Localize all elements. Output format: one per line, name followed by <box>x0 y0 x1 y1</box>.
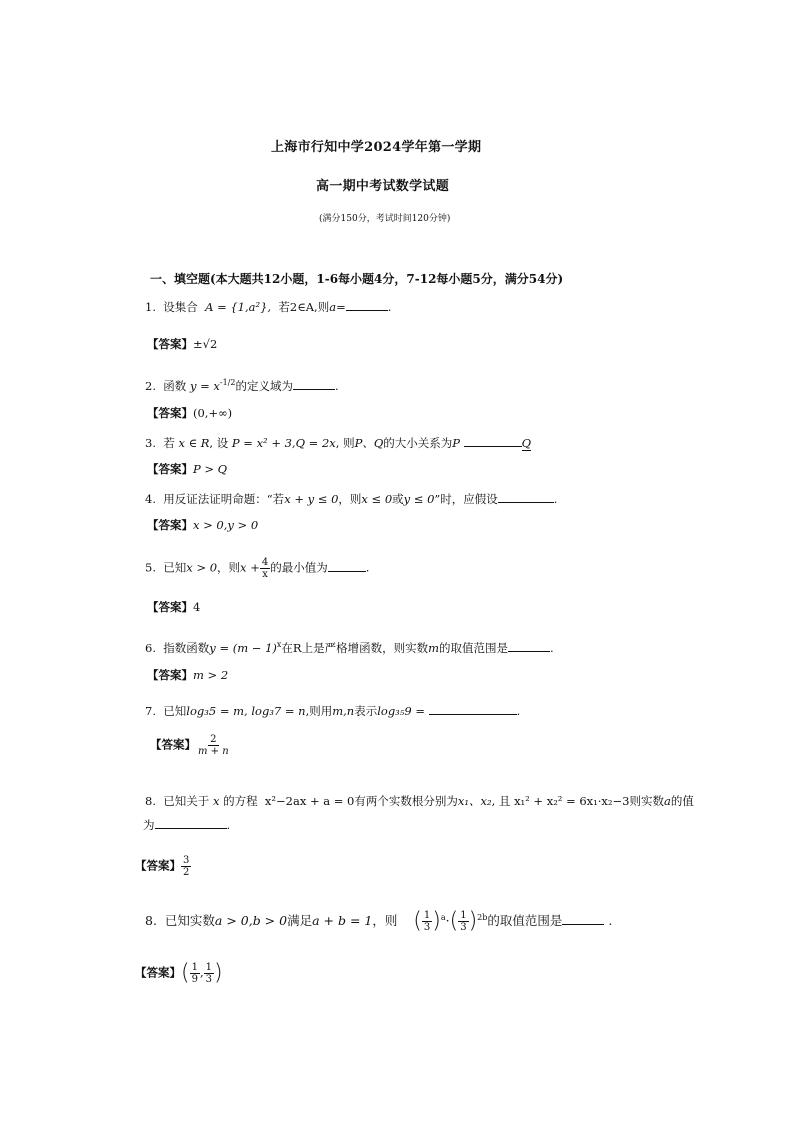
question-4: 4. 用反证法证明命题：“若x + y ≤ 0，则x ≤ 0或y ≤ 0”时，应假设 . <box>145 492 558 506</box>
question-6: 6. 指数函数$y = (m - 1)^x$在R上是严格增函数，则实数m的取值范围是 . <box>145 640 554 655</box>
answer-blank <box>429 703 517 715</box>
answer-6: 【答案】m > 2 <box>147 668 229 682</box>
answer-blank <box>328 560 366 572</box>
answer-fraction: $\frac{2}{m + n}$ <box>198 734 229 757</box>
exam-title: 高一期中考试数学试题 <box>316 179 450 194</box>
question-1: 1. 设集合 A = {1,a²}, 若2∈A,则a= . <box>145 300 392 314</box>
answer-3: 【答案】P > Q <box>147 462 228 476</box>
section-heading: 一、填空题(本大题共12小题，1-6每小题4分，7-12每小题5分，满分54分) <box>150 272 564 286</box>
answer-2: 【答案】(0,+∞) <box>147 406 233 420</box>
question-8-line2: 为 . <box>143 818 231 832</box>
answer-1: 【答案】±√2 <box>147 337 218 351</box>
answer-5: 【答案】4 <box>147 600 201 614</box>
answer-blank <box>464 435 522 447</box>
question-5: 5. 已知x > 0，则x + $\frac{4}{x}$ 的最小值为 . <box>145 557 370 580</box>
school-title: 上海市行知中学2024学年第一学期 <box>271 140 482 155</box>
answer-fraction: $\frac{3}{2}$ <box>183 855 190 878</box>
answer-9: 【答案】( $\frac{1}{9}$ , $\frac{1}{3}$ ) <box>135 960 223 986</box>
answer-8: 【答案】 $\frac{3}{2}$ <box>135 855 190 878</box>
question-8: 8. 已知关于 x 的方程 x²−2ax + a = 0有两个实数根分别为x₁、x₂, 且 x₁² + x₂² = 6x₁·x₂−3则实数a的值 <box>145 794 694 808</box>
question-2: 2. 函数 $y = x^{-1/2}$的定义域为 . <box>145 378 339 393</box>
answer-4: 【答案】x > 0,y > 0 <box>147 518 259 532</box>
answer-blank <box>155 817 227 829</box>
question-3: 3. 若 x ∈ R, 设 P = x² + 3,Q = 2x, 则P、Q的大小关系为P Q <box>145 436 532 450</box>
answer-blank <box>508 640 550 652</box>
question-9: 8. 已知实数a > 0,b > 0满足a + b = 1，则 ( $\frac{1}{3}$ )$^a$·( $\frac{1}{3}$ )$^{2b}$的取值范围是 . <box>145 908 613 934</box>
answer-blank <box>562 913 604 925</box>
exam-note: (满分150分，考试时间120分钟) <box>319 214 451 224</box>
answer-7: 【答案】 $\frac{2}{m + n}$ <box>150 734 229 757</box>
fraction: $\frac{4}{x}$ <box>261 557 269 580</box>
answer-blank <box>346 299 388 311</box>
answer-blank <box>498 491 554 503</box>
question-7: 7. 已知log₃5 = m, log₃7 = n,则用m,n表示log₃₅9 = . <box>145 704 521 718</box>
answer-blank <box>293 378 335 390</box>
